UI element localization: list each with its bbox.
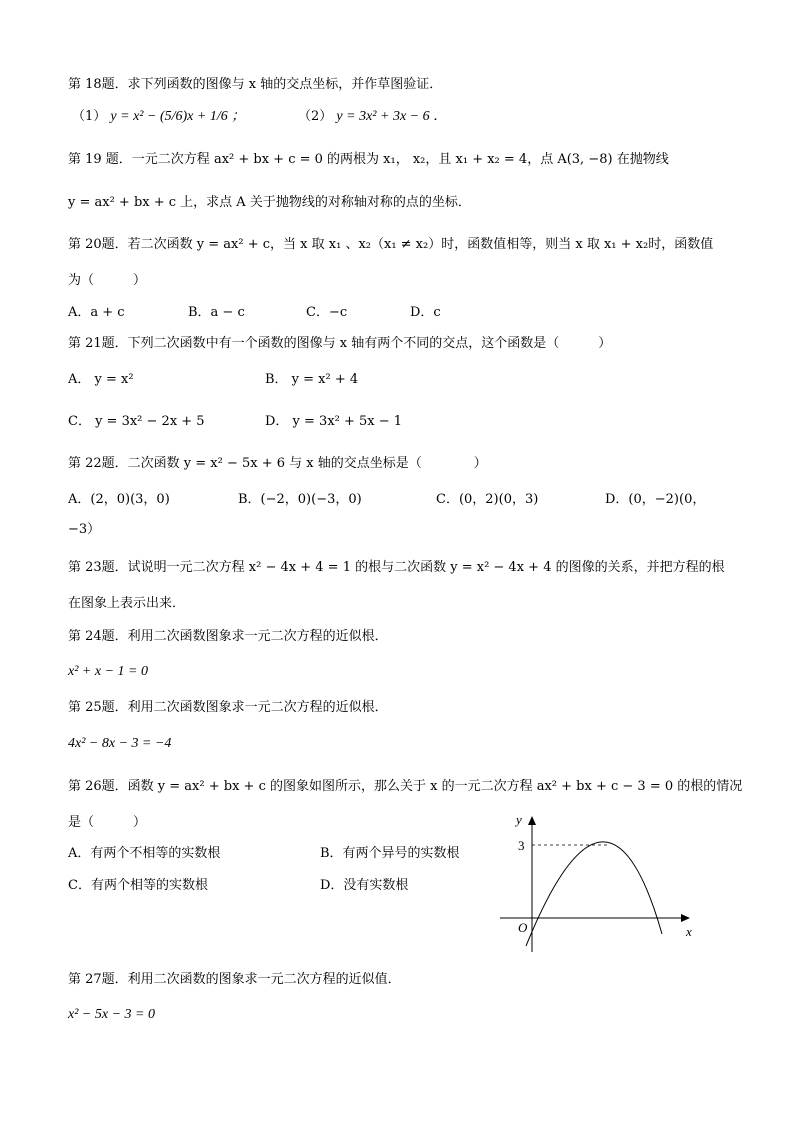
q26-line1: 第 26题．函数 y = ax² + bx + c 的图象如图所示，那么关于 x 的一元二次方程 ax² + bx + c − 3 = 0 的根的情况 <box>68 779 743 794</box>
q21-option-b: B． y = x² + 4 <box>265 372 359 387</box>
q21-option-c: C． y = 3x² − 2x + 5 <box>68 414 205 429</box>
q24-text: 第 24题．利用二次函数图象求一元二次方程的近似根． <box>68 629 388 644</box>
q26-option-b: B．有两个异号的实数根 <box>320 846 460 861</box>
q23-line1: 第 23题．试说明一元二次方程 x² − 4x + 4 = 1 的根与二次函数 y = x² − 4x + 4 的图像的关系，并把方程的根 <box>68 560 725 575</box>
q20-option-a: A．a + c <box>68 305 125 320</box>
q18-part2 <box>298 108 447 126</box>
q23-line2: 在图象上表示出来． <box>68 596 186 611</box>
q20-option-d: D．c <box>410 305 441 320</box>
q26-option-d: D．没有实数根 <box>320 878 409 893</box>
q22-option-d-cont: −3） <box>68 522 101 537</box>
origin-label: O <box>518 920 528 935</box>
q26-option-c: C．有两个相等的实数根 <box>68 878 208 893</box>
q20-option-b: B．a − c <box>188 305 245 320</box>
q25-equation: 4x² − 8x − 3 = −4 <box>68 736 172 751</box>
q22-option-c: C．(0，2)(0，3) <box>436 492 539 507</box>
q22-text: 第 22题．二次函数 y = x² − 5x + 6 与 x 轴的交点坐标是（ ） <box>68 456 487 471</box>
q18-part2-formula: y = 3x² + 3x − 6 ． <box>336 109 448 124</box>
q27-text: 第 27题．利用二次函数的图象求一元二次方程的近似值． <box>68 972 401 987</box>
x-axis-arrow <box>681 914 690 922</box>
q22-option-d: D．(0，−2)(0， <box>605 492 706 507</box>
q18-part1-label: （1） <box>72 109 107 124</box>
q27-equation: x² − 5x − 3 = 0 <box>68 1007 155 1022</box>
q19-line2: y = ax² + bx + c 上，求点 A 关于抛物线的对称轴对称的点的坐标． <box>68 195 471 210</box>
q26-parabola-graph <box>496 808 706 956</box>
q18-part2-label: （2） <box>298 109 333 124</box>
q19-line1: 第 19 题．一元二次方程 ax² + bx + c = 0 的两根为 x₁， x₂，且 x₁ + x₂ = 4，点 A(3, −8) 在抛物线 <box>68 152 669 167</box>
q25-text: 第 25题．利用二次函数图象求一元二次方程的近似根． <box>68 700 388 715</box>
q20-line1: 第 20题．若二次函数 y = ax² + c，当 x 取 x₁ 、x₂（x₁ ≠ x₂）时，函数值相等，则当 x 取 x₁ + x₂时，函数值 <box>68 237 714 252</box>
q22-option-a: A．(2，0)(3，0) <box>68 492 170 507</box>
q24-equation: x² + x − 1 = 0 <box>68 664 148 679</box>
y-axis-arrow <box>528 816 536 825</box>
q22-option-b: B．(−2，0)(−3，0) <box>238 492 362 507</box>
q20-line2: 为（ ） <box>68 273 147 288</box>
q26-line2: 是（ ） <box>68 815 147 830</box>
max-value-label: 3 <box>518 838 525 853</box>
q18-part1-formula: y = x² − (5/6)x + 1/6 ； <box>110 109 246 124</box>
q20-option-c: C．−c <box>306 305 348 320</box>
q26-option-a: A．有两个不相等的实数根 <box>68 846 221 861</box>
q18-text: 第 18题．求下列函数的图像与 x 轴的交点坐标，并作草图验证． <box>68 77 443 92</box>
q18-part1 <box>72 108 245 126</box>
q21-option-d: D． y = 3x² + 5x − 1 <box>265 414 403 429</box>
q21-option-a: A． y = x² <box>68 372 134 387</box>
x-axis-label: x <box>686 924 692 939</box>
q21-text: 第 21题．下列二次函数中有一个函数的图像与 x 轴有两个不同的交点，这个函数是（ ） <box>68 336 612 351</box>
parabola-curve <box>526 842 662 946</box>
y-axis-label: y <box>516 812 522 827</box>
